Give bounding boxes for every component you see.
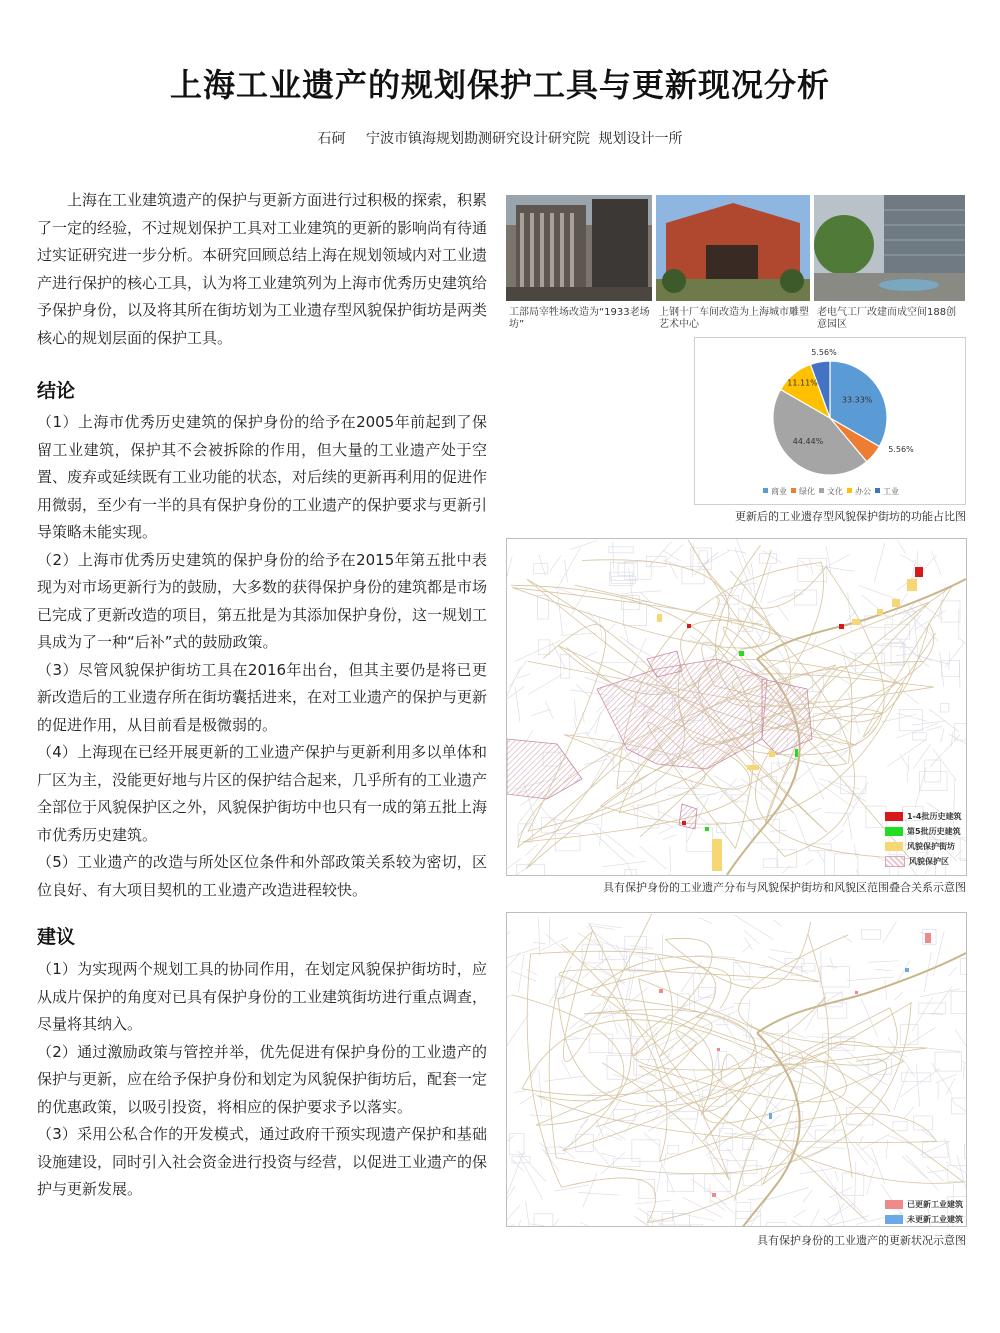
industrial-site-marker — [712, 1193, 716, 1197]
svg-text:商业: 商业 — [771, 487, 787, 496]
pie-chart-svg — [695, 338, 965, 504]
preservation-area — [597, 659, 767, 769]
pie-legend-item — [847, 486, 871, 496]
photo-space188-image — [814, 195, 965, 301]
author-org: 宁波市镇海规划勘测研究设计研究院 — [366, 131, 590, 147]
pie-legend-item — [819, 486, 843, 496]
map2-caption: 具有保护身份的工业遗产的更新状况示意图 — [757, 1234, 966, 1247]
author-dept: 规划设计一所 — [598, 131, 683, 147]
preservation-area — [762, 679, 812, 754]
photo-space188-caption: 老电气工厂改建而成空间188创意园区 — [817, 307, 957, 330]
pie-value-label: 5.56% — [888, 445, 914, 454]
conclusion-item: （5）工业遗产的改造与所处区位条件和外部政策关系较为密切，区位良好、有大项目契机的工业遗产改造进程较快。 — [37, 853, 487, 899]
industrial-site-marker — [769, 1113, 772, 1119]
heritage-site-marker — [852, 619, 860, 625]
conclusion-item: （4）上海现在已经开展更新的工业遗产保护与更新利用多以单体和厂区为主，没能更好地与片区的保护结合起来，几乎所有的工业遗产全部位于风貌保护区之外，风貌保护街坊中也只有一成的第五批上海市优秀历史建筑。 — [37, 743, 488, 844]
map1-legend — [885, 809, 961, 869]
industrial-site-marker — [925, 933, 931, 943]
legend-item: 风貌保护街坊 — [885, 839, 961, 854]
industrial-site-marker — [659, 989, 663, 993]
pie-legend-item — [763, 486, 787, 496]
svg-text:办公: 办公 — [855, 487, 871, 496]
pie-chart — [694, 337, 966, 505]
heritage-site-marker — [712, 839, 722, 871]
intro-paragraph: 上海在工业建筑遗产的保护与更新方面进行过积极的探索，积累了一定的经验，不过规划保护工具对工业建筑的更新的影响尚有待通过实证研究进一步分析。本研究回顾总结上海在规划领域内对工业遗产进行保护的核心工具，认为将工业建筑列为上海市优秀历史建筑给予保护身份，以及将其所在街坊划为工业遗存型风貌保护街坊是两类核心的规划层面的保护工具。 — [37, 191, 488, 347]
heritage-site-marker — [682, 821, 686, 825]
photo-1933-caption: 工部局宰牲场改造为“1933老场坊” — [509, 307, 650, 330]
pie-caption: 更新后的工业遗存型风貌保护街坊的功能占比图 — [735, 510, 966, 523]
legend-item: 未更新工业建筑 — [885, 1212, 963, 1227]
heritage-site-marker — [687, 624, 691, 628]
conclusion-item: （2）上海市优秀历史建筑的保护身份的给予在2015年第五批中表现为对市场更新行为的鼓励，大多数的获得保护身份的建筑都是市场已完成了更新改造的项目，第五批是为其添加保护身份，这一规划工具成为了一种“后补”式的鼓励政策。 — [37, 550, 488, 651]
pie-value-label: 44.44% — [792, 437, 824, 447]
industrial-site-marker — [717, 1048, 720, 1051]
photo-1933-image — [506, 195, 652, 301]
preservation-area — [507, 739, 582, 799]
svg-text:绿化: 绿化 — [799, 487, 815, 496]
photo-1933 — [506, 195, 652, 331]
conclusion-item: （3）尽管风貌保护街坊工具在2016年出台，但其主要仍是将已更新改造后的工业遗存所在街坊囊括进来，在对工业遗产的保护与更新的促进作用，从目前看是极微弱的。 — [37, 660, 488, 734]
suggestion-item: （2）通过激励政策与管控并举，优先促进有保护身份的工业遗产的保护与更新，应在给予保护身份和划定为风貌保护街坊后，配套一定的优惠政策，以吸引投资，将相应的保护要求予以落实。 — [37, 1042, 488, 1116]
preservation-area — [679, 804, 697, 829]
heritage-site-marker — [657, 614, 662, 622]
legend-item: 1-4批历史建筑 — [885, 809, 961, 824]
photo-sculpture-caption: 上钢十厂车间改造为上海城市雕塑艺术中心 — [659, 307, 809, 330]
conclusion-heading: 结论 — [37, 380, 76, 402]
photo-sculpture — [656, 195, 810, 331]
heritage-site-marker — [907, 579, 917, 591]
map-renewal-status — [506, 912, 967, 1227]
pie-value-label: 33.33% — [841, 395, 873, 405]
author-line — [0, 128, 1000, 148]
legend-item: 第5批历史建筑 — [885, 824, 961, 839]
heritage-site-marker — [739, 651, 744, 656]
industrial-site-marker — [855, 991, 858, 994]
photo-sculpture-image — [656, 195, 810, 301]
conclusion-item: （1）上海市优秀历史建筑的保护身份的给予在2005年前起到了保留工业建筑，保护其不会被拆除的作用，但大量的工业遗产处于空置、废弃或延续既有工业功能的状态，对后续的更新再利用的促进作用微弱，至少有一半的具有保护身份的工业遗产的保护要求与更新引导策略未能实现。 — [37, 413, 488, 541]
heritage-site-marker — [839, 624, 844, 629]
photo-space188 — [814, 195, 965, 331]
legend-item: 风貌保护区 — [885, 854, 961, 869]
heritage-site-marker — [769, 751, 775, 757]
pie-legend-item — [875, 486, 899, 496]
intro-block — [37, 187, 487, 352]
heritage-site-marker — [892, 599, 900, 607]
svg-text:工业: 工业 — [883, 487, 899, 496]
svg-text:文化: 文化 — [827, 487, 843, 496]
map-protection-overlay — [506, 538, 967, 876]
map1-caption: 具有保护身份的工业遗产分布与风貌保护街坊和风貌区范围叠合关系示意图 — [603, 881, 966, 894]
map2-legend — [885, 1197, 963, 1227]
heritage-site-marker — [877, 609, 883, 615]
heritage-site-marker — [795, 749, 798, 757]
pie-legend-item — [791, 486, 815, 496]
author-name: 石砢 — [317, 131, 346, 147]
pie-value-label: 5.56% — [811, 348, 837, 357]
suggestion-item: （1）为实现两个规划工具的协同作用，在划定风貌保护街坊时，应从成片保护的角度对已具有保护身份的工业建筑街坊进行重点调查，尽量将其纳入。 — [37, 960, 488, 1033]
heritage-site-marker — [747, 765, 759, 770]
pie-value-label: 11.11% — [787, 378, 818, 388]
map-renewal-status-svg — [507, 913, 966, 1226]
district-boundaries — [512, 914, 964, 1223]
conclusion-list — [37, 409, 487, 904]
suggestion-heading: 建议 — [37, 926, 76, 948]
page-title: 上海工业遗产的规划保护工具与更新现况分析 — [169, 66, 830, 104]
heritage-site-marker — [915, 567, 923, 577]
legend-item: 已更新工业建筑 — [885, 1197, 963, 1212]
suggestion-list — [37, 956, 487, 1204]
suggestion-item: （3）采用公私合作的开发模式，通过政府干预实现遗产保护和基础设施建设，同时引入社会资金进行投资与经营，以促进工业遗产的保护与更新发展。 — [37, 1125, 488, 1198]
heritage-site-marker — [705, 827, 709, 831]
industrial-site-marker — [905, 968, 909, 972]
